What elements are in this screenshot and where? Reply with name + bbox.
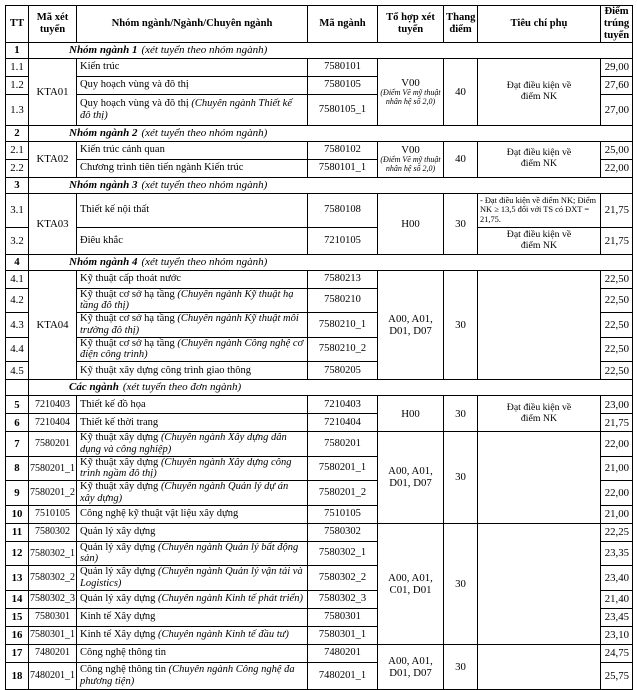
scale-cell: 30 <box>444 193 478 254</box>
major-code-cell: 7580101_1 <box>308 159 378 177</box>
criteria-cell-empty <box>478 523 601 644</box>
tt-cell: 4.3 <box>6 313 29 338</box>
tt-cell <box>6 380 29 396</box>
major-name-cell: Quy hoạch vùng và đô thị <box>77 76 308 94</box>
col-header-ma-nganh: Mã ngành <box>308 6 378 43</box>
xt-code-cell: 7580302 <box>29 523 77 541</box>
table-row <box>6 141 633 159</box>
major-name-cell: Quản lý xây dựng (Chuyên ngành Kinh tế phát triển) <box>77 590 308 608</box>
section-note: (xét tuyển theo nhóm ngành) <box>141 255 268 268</box>
tt-cell: 1.3 <box>6 94 29 125</box>
major-name-cell: Công nghệ kỹ thuật vật liệu xây dựng <box>77 505 308 523</box>
major-name-cell: Quy hoạch vùng và đô thị (Chuyên ngành Thiết kế đô thị) <box>77 94 308 125</box>
major-code-cell: 7210105 <box>308 227 378 254</box>
criteria-cell: Đạt điều kiện về điểm NK <box>478 227 601 254</box>
score-cell: 21,75 <box>601 414 633 432</box>
section-note: (xét tuyển theo đơn ngành) <box>122 381 242 394</box>
score-cell: 25,00 <box>601 141 633 159</box>
major-name-cell: Quản lý xây dựng (Chuyên ngành Quản lý vận tải và Logistics) <box>77 566 308 591</box>
section-title-cell <box>29 254 633 270</box>
combo-note: (Điểm Vẽ mỹ thuật nhân hệ số 2,0) <box>380 87 441 106</box>
xt-code-cell: 7580201_1 <box>29 456 77 481</box>
major-name-cell: Điêu khắc <box>77 227 308 254</box>
table-row <box>6 58 633 76</box>
major-code-cell: 7480201 <box>308 644 378 662</box>
score-cell: 21,75 <box>601 227 633 254</box>
score-cell: 22,00 <box>601 432 633 457</box>
xt-code-cell: 7210403 <box>29 396 77 414</box>
criteria-cell-empty <box>478 432 601 524</box>
tt-cell: 7 <box>6 432 29 457</box>
tt-cell: 4.1 <box>6 270 29 288</box>
table-row <box>6 270 633 288</box>
scale-cell: 40 <box>444 58 478 125</box>
scale-cell: 30 <box>444 270 478 380</box>
score-cell: 23,45 <box>601 608 633 626</box>
col-header-tt: TT <box>6 6 29 43</box>
score-cell: 24,75 <box>601 644 633 662</box>
major-code-cell: 7580102 <box>308 141 378 159</box>
major-name-cell: Công nghệ thông tin (Chuyên ngành Công nghệ đa phương tiện) <box>77 662 308 689</box>
table-row <box>6 193 633 227</box>
section-title: Nhóm ngành 3 <box>69 178 138 191</box>
major-code-cell: 7580213 <box>308 270 378 288</box>
score-cell: 21,75 <box>601 193 633 227</box>
major-code-cell: 7580301_1 <box>308 626 378 644</box>
xt-code-cell: 7480201 <box>29 644 77 662</box>
score-cell: 27,00 <box>601 94 633 125</box>
tt-cell: 9 <box>6 481 29 506</box>
scale-cell: 30 <box>444 432 478 524</box>
tt-cell: 6 <box>6 414 29 432</box>
tt-cell: 1.2 <box>6 76 29 94</box>
major-code-cell: 7480201_1 <box>308 662 378 689</box>
scale-cell: 30 <box>444 644 478 689</box>
table-row <box>6 432 633 457</box>
xt-code-cell: KTA02 <box>29 141 77 177</box>
major-name-cell: Quản lý xây dựng (Chuyên ngành Quản lý bất động sản) <box>77 541 308 566</box>
score-cell: 22,50 <box>601 337 633 362</box>
combo-cell: H00 <box>378 193 444 254</box>
section-note: (xét tuyển theo nhóm ngành) <box>141 43 268 56</box>
combo-cell: A00, A01, C01, D01 <box>378 523 444 644</box>
col-header-diem-trung-tuyen: Điểm trúng tuyển <box>601 6 633 43</box>
xt-code-cell: KTA04 <box>29 270 77 380</box>
criteria-cell: Đạt điều kiện về điểm NK <box>478 141 601 177</box>
tt-cell: 16 <box>6 626 29 644</box>
major-code-cell: 7210403 <box>308 396 378 414</box>
major-code-cell: 7580201 <box>308 432 378 457</box>
tt-cell: 3.1 <box>6 193 29 227</box>
xt-code-cell: KTA01 <box>29 58 77 125</box>
major-code-cell: 7580301 <box>308 608 378 626</box>
xt-code-cell: 7510105 <box>29 505 77 523</box>
tt-cell: 15 <box>6 608 29 626</box>
score-cell: 22,00 <box>601 481 633 506</box>
major-code-cell: 7210404 <box>308 414 378 432</box>
score-cell: 21,00 <box>601 456 633 481</box>
tt-cell: 2.2 <box>6 159 29 177</box>
score-cell: 25,75 <box>601 662 633 689</box>
section-row-4 <box>6 254 633 270</box>
section-title-cell <box>29 125 633 141</box>
section-title: Nhóm ngành 2 <box>69 126 138 139</box>
section-title-cell <box>29 380 633 396</box>
section-row-cac-nganh <box>6 380 633 396</box>
major-name-cell: Kỹ thuật xây dựng (Chuyên ngành Quản lý dự án xây dựng) <box>77 481 308 506</box>
tt-cell: 4.4 <box>6 337 29 362</box>
score-cell: 22,50 <box>601 313 633 338</box>
score-cell: 22,00 <box>601 159 633 177</box>
score-cell: 21,00 <box>601 505 633 523</box>
xt-code-cell: 7580301_1 <box>29 626 77 644</box>
tt-cell: 10 <box>6 505 29 523</box>
major-code-cell: 7580101 <box>308 58 378 76</box>
major-name-cell: Thiết kế đồ họa <box>77 396 308 414</box>
tt-cell: 3 <box>6 177 29 193</box>
xt-code-cell: 7210404 <box>29 414 77 432</box>
tt-cell: 12 <box>6 541 29 566</box>
col-header-tieu-chi-phu: Tiêu chí phụ <box>478 6 601 43</box>
criteria-cell-empty <box>478 644 601 689</box>
scale-cell: 40 <box>444 141 478 177</box>
major-name-cell: Thiết kế thời trang <box>77 414 308 432</box>
combo-cell: A00, A01, D01, D07 <box>378 644 444 689</box>
combo-cell: V00 (Điểm Vẽ mỹ thuật nhân hệ số 2,0) <box>378 141 444 177</box>
major-code-cell: 7510105 <box>308 505 378 523</box>
major-code-cell: 7580105 <box>308 76 378 94</box>
major-code-cell: 7580210_1 <box>308 313 378 338</box>
xt-code-cell: 7580201_2 <box>29 481 77 506</box>
combo-cell: H00 <box>378 396 444 432</box>
score-cell: 22,50 <box>601 288 633 313</box>
major-code-cell: 7580105_1 <box>308 94 378 125</box>
major-code-cell: 7580302_1 <box>308 541 378 566</box>
col-header-ma-xet-tuyen: Mã xét tuyển <box>29 6 77 43</box>
combo-cell: A00, A01, D01, D07 <box>378 270 444 380</box>
score-cell: 23,10 <box>601 626 633 644</box>
major-name-cell: Quản lý xây dựng <box>77 523 308 541</box>
major-code-cell: 7580201_1 <box>308 456 378 481</box>
col-header-nhom-nganh: Nhóm ngành/Ngành/Chuyên ngành <box>77 6 308 43</box>
admission-score-table <box>5 5 633 690</box>
table-row <box>6 644 633 662</box>
criteria-cell: Đạt điều kiện về điểm NK <box>478 58 601 125</box>
major-code-cell: 7580302_3 <box>308 590 378 608</box>
section-title: Nhóm ngành 1 <box>69 43 138 56</box>
score-cell: 23,00 <box>601 396 633 414</box>
major-code-cell: 7580201_2 <box>308 481 378 506</box>
major-code-cell: 7580302 <box>308 523 378 541</box>
major-name-cell: Kỹ thuật xây dựng (Chuyên ngành Xây dựng dân dụng và công nghiệp) <box>77 432 308 457</box>
major-name-cell: Kiến trúc <box>77 58 308 76</box>
major-name-cell: Kỹ thuật cấp thoát nước <box>77 270 308 288</box>
table-row <box>6 523 633 541</box>
major-name-cell: Kỹ thuật xây dựng (Chuyên ngành Xây dựng công trình ngầm đô thị) <box>77 456 308 481</box>
score-cell: 22,25 <box>601 523 633 541</box>
major-name-cell: Kinh tế Xây dựng (Chuyên ngành Kinh tế đầu tư) <box>77 626 308 644</box>
major-code-cell: 7580210 <box>308 288 378 313</box>
tt-cell: 13 <box>6 566 29 591</box>
xt-code-cell: 7580302_3 <box>29 590 77 608</box>
tt-cell: 4.5 <box>6 362 29 380</box>
major-name-cell: Kinh tế Xây dựng <box>77 608 308 626</box>
tt-cell: 18 <box>6 662 29 689</box>
xt-code-cell: 7580301 <box>29 608 77 626</box>
tt-cell: 2.1 <box>6 141 29 159</box>
xt-code-cell: 7480201_1 <box>29 662 77 689</box>
major-name-cell: Công nghệ thông tin <box>77 644 308 662</box>
section-title: Nhóm ngành 4 <box>69 255 138 268</box>
criteria-cell: - Đạt điều kiện về điểm NK; Điểm NK ≥ 13,5 đối với TS có ĐXT = 21,75. <box>478 193 601 227</box>
tt-cell: 11 <box>6 523 29 541</box>
score-cell: 23,35 <box>601 541 633 566</box>
score-cell: 22,50 <box>601 270 633 288</box>
section-row-3 <box>6 177 633 193</box>
xt-code-cell: 7580302_1 <box>29 541 77 566</box>
section-title-cell <box>29 177 633 193</box>
col-header-thang-diem: Thang điểm <box>444 6 478 43</box>
major-name-cell: Kỹ thuật cơ sở hạ tầng (Chuyên ngành Kỹ thuật hạ tầng đô thị) <box>77 288 308 313</box>
major-code-cell: 7580108 <box>308 193 378 227</box>
tt-cell: 1.1 <box>6 58 29 76</box>
tt-cell: 3.2 <box>6 227 29 254</box>
tt-cell: 17 <box>6 644 29 662</box>
tt-cell: 8 <box>6 456 29 481</box>
tt-cell: 4.2 <box>6 288 29 313</box>
score-cell: 27,60 <box>601 76 633 94</box>
major-name-cell: Kỹ thuật xây dựng công trình giao thông <box>77 362 308 380</box>
section-title-cell <box>29 42 633 58</box>
section-note: (xét tuyển theo nhóm ngành) <box>141 178 268 191</box>
section-title: Các ngành <box>69 381 119 394</box>
major-name-cell: Kỹ thuật cơ sở hạ tầng (Chuyên ngành Kỹ thuật môi trường đô thị) <box>77 313 308 338</box>
criteria-cell: Đạt điều kiện về điểm NK <box>478 396 601 432</box>
score-cell: 22,50 <box>601 362 633 380</box>
score-cell: 23,40 <box>601 566 633 591</box>
xt-code-cell: 7580302_2 <box>29 566 77 591</box>
xt-code-cell: 7580201 <box>29 432 77 457</box>
scale-cell: 30 <box>444 523 478 644</box>
section-row-1 <box>6 42 633 58</box>
criteria-cell-empty <box>478 270 601 380</box>
table-row <box>6 227 633 254</box>
combo-cell: V00 (Điểm Vẽ mỹ thuật nhân hệ số 2,0) <box>378 58 444 125</box>
combo-note: (Điểm Vẽ mỹ thuật nhân hệ số 2,0) <box>380 155 441 174</box>
col-header-to-hop: Tổ hợp xét tuyển <box>378 6 444 43</box>
major-name-cell: Kỹ thuật cơ sở hạ tầng (Chuyên ngành Công nghệ cơ điện công trình) <box>77 337 308 362</box>
table-row <box>6 396 633 414</box>
major-name-cell: Kiến trúc cảnh quan <box>77 141 308 159</box>
tt-cell: 14 <box>6 590 29 608</box>
combo-cell: A00, A01, D01, D07 <box>378 432 444 524</box>
tt-cell: 1 <box>6 42 29 58</box>
tt-cell: 4 <box>6 254 29 270</box>
major-name-cell: Thiết kế nội thất <box>77 193 308 227</box>
header-row <box>6 6 633 43</box>
scale-cell: 30 <box>444 396 478 432</box>
major-code-cell: 7580205 <box>308 362 378 380</box>
score-cell: 21,40 <box>601 590 633 608</box>
xt-code-cell: KTA03 <box>29 193 77 254</box>
section-row-2 <box>6 125 633 141</box>
tt-cell: 5 <box>6 396 29 414</box>
score-cell: 29,00 <box>601 58 633 76</box>
tt-cell: 2 <box>6 125 29 141</box>
major-name-cell: Chương trình tiên tiến ngành Kiến trúc <box>77 159 308 177</box>
major-code-cell: 7580302_2 <box>308 566 378 591</box>
section-note: (xét tuyển theo nhóm ngành) <box>141 126 268 139</box>
major-code-cell: 7580210_2 <box>308 337 378 362</box>
